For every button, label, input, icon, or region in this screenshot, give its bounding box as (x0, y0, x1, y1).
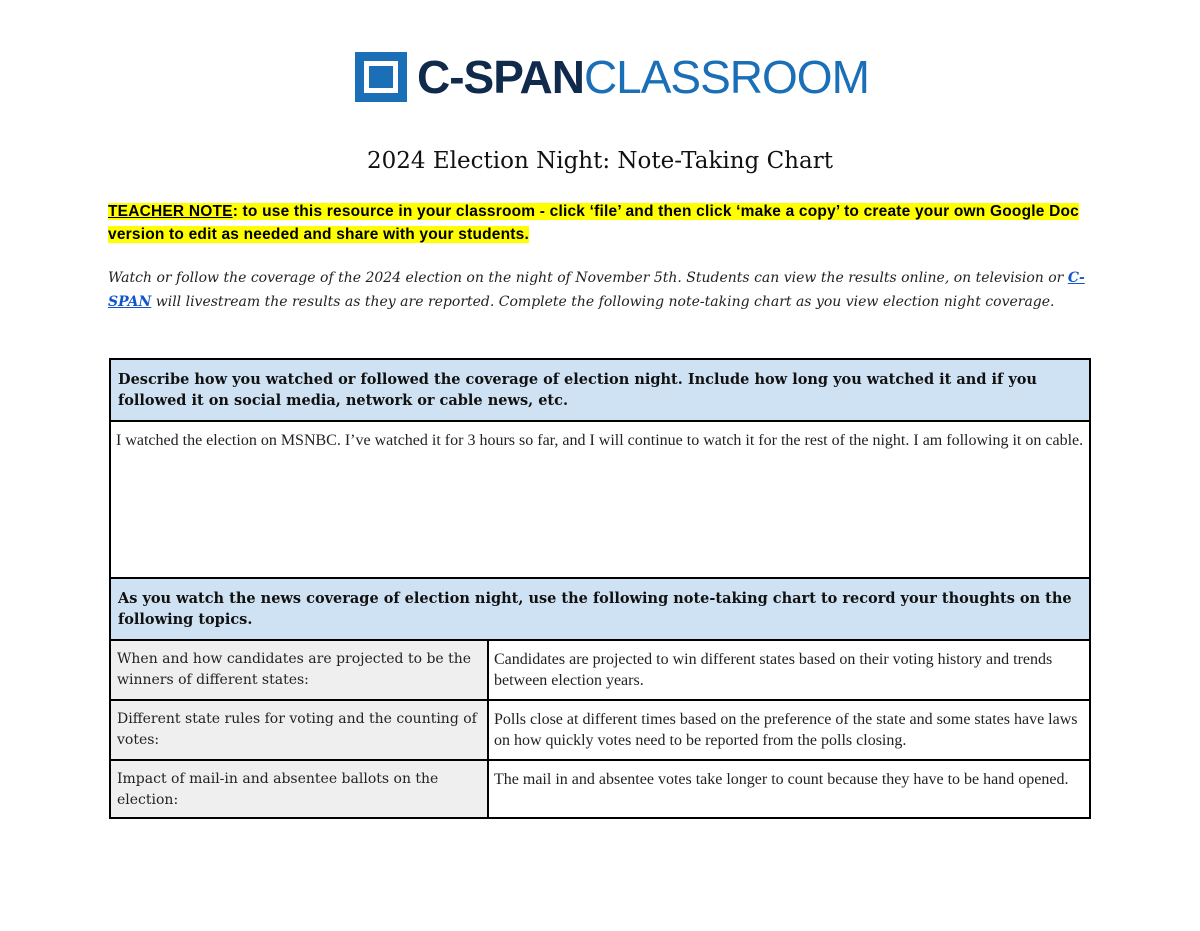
teacher-note (108, 200, 1098, 246)
intro-paragraph (108, 267, 1088, 314)
response-cell[interactable]: Candidates are projected to win different states based on their voting history and trends between election years. (494, 651, 1053, 689)
table-row (111, 699, 1089, 759)
cspan-classroom-logo (355, 52, 869, 102)
response-cell[interactable]: Polls close at different times based on the preference of the state and some states have laws on how quickly votes need to be reported from the polls closing. (494, 711, 1078, 749)
logo-text-classroom: CLASSROOM (583, 51, 869, 103)
note-taking-chart (109, 358, 1091, 819)
table-row (111, 641, 1089, 699)
section1-prompt: Describe how you watched or followed the coverage of election night. Include how long you watched it and if you followed it on social media, network or cable news, etc. (111, 360, 1089, 422)
page-title: 2024 Election Night: Note-Taking Chart (367, 148, 833, 174)
topic-cell: Impact of mail-in and absentee ballots on the election: (111, 761, 489, 817)
topic-cell: Different state rules for voting and the counting of votes: (111, 701, 489, 759)
cspan-square-icon (355, 52, 407, 102)
logo-wordmark (417, 52, 869, 102)
cspan-link[interactable]: C-SPAN (108, 270, 1085, 310)
section1-response[interactable]: I watched the election on MSNBC. I’ve watched it for 3 hours so far, and I will continue to watch it for the rest of the night. I am following it on cable. (111, 422, 1089, 579)
intro-text-after: will livestream the results as they are reported. Complete the following note-taking chart as you view election night coverage. (151, 293, 1055, 310)
response-cell[interactable]: The mail in and absentee votes take longer to count because they have to be hand opened. (494, 771, 1069, 788)
intro-text-before: Watch or follow the coverage of the 2024 election on the night of November 5th. Students can view the results online, on television or (108, 270, 1068, 286)
teacher-note-label: TEACHER NOTE (108, 203, 233, 220)
logo-text-cspan: C-SPAN (417, 51, 584, 103)
table-row (111, 759, 1089, 817)
topic-cell: When and how candidates are projected to be the winners of different states: (111, 641, 489, 699)
teacher-note-text: : to use this resource in your classroom - click ‘file’ and then click ‘make a copy’ to create your own Google Doc version to edit as needed and share with your students. (108, 203, 1079, 243)
section2-prompt: As you watch the news coverage of election night, use the following note-taking chart to record your thoughts on the following topics. (111, 579, 1089, 641)
